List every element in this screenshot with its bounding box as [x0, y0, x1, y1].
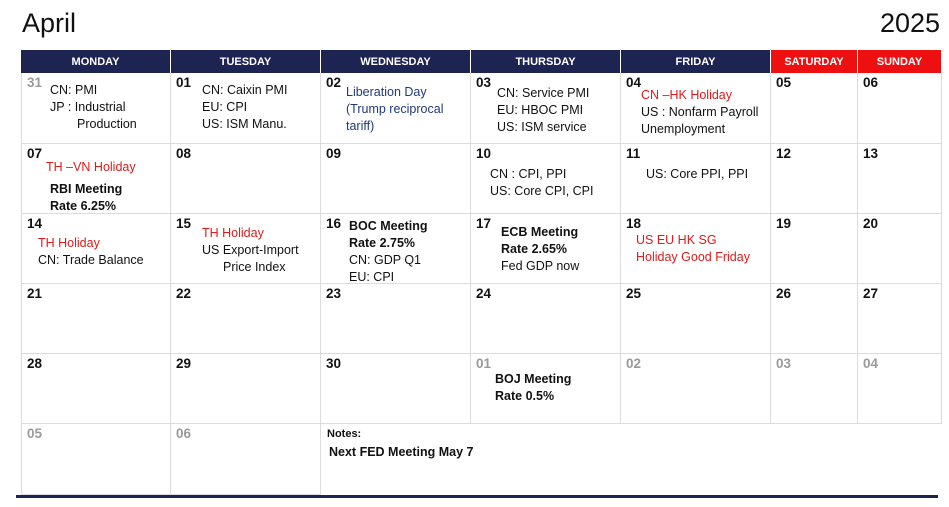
event-text: BOJ Meeting — [495, 372, 572, 386]
day-cell[interactable] — [471, 354, 621, 424]
day-number: 01 — [476, 356, 492, 371]
event-text: US: Core PPI, PPI — [646, 167, 749, 181]
day-cell[interactable] — [858, 214, 942, 284]
day-number: 01 — [176, 75, 192, 90]
day-cell[interactable] — [471, 214, 621, 284]
day-cell[interactable] — [171, 144, 321, 214]
day-cell[interactable] — [858, 144, 942, 214]
day-cell[interactable] — [171, 424, 321, 495]
day-number: 04 — [626, 75, 642, 90]
day-number: 11 — [626, 146, 641, 161]
event-text: ECB Meeting — [501, 225, 579, 239]
day-cell[interactable] — [171, 73, 321, 144]
day-cell[interactable] — [171, 214, 321, 284]
event-text: EU: CPI — [202, 100, 248, 114]
day-cell[interactable] — [771, 354, 858, 424]
day-cell[interactable] — [771, 284, 858, 354]
day-number: 10 — [476, 146, 492, 161]
day-cell[interactable] — [858, 73, 942, 144]
day-cell[interactable] — [321, 144, 471, 214]
day-cell[interactable] — [471, 144, 621, 214]
event-text: US : Nonfarm Payroll — [641, 105, 759, 119]
day-cell[interactable] — [621, 144, 771, 214]
month-title: April — [22, 8, 77, 38]
event-text: CN: GDP Q1 — [349, 253, 422, 267]
event-text: RBI Meeting — [50, 182, 123, 196]
event-text: CN –HK Holiday — [641, 88, 733, 102]
event-text: US: ISM Manu. — [202, 117, 287, 131]
event-text: TH Holiday — [202, 226, 264, 240]
notes-text: Next FED Meeting May 7 — [329, 445, 474, 459]
event-text: Rate 2.75% — [349, 236, 416, 250]
day-number: 04 — [863, 356, 879, 371]
day-number: 02 — [626, 356, 642, 371]
day-cell[interactable] — [171, 284, 321, 354]
header-wednesday: WEDNESDAY — [321, 50, 471, 73]
day-cell[interactable] — [771, 214, 858, 284]
event-text: JP : Industrial — [50, 100, 126, 114]
day-cell[interactable] — [21, 144, 171, 214]
day-cell[interactable] — [621, 214, 771, 284]
day-number: 27 — [863, 286, 879, 301]
event-text: Unemployment — [641, 122, 726, 136]
day-number: 06 — [176, 426, 192, 441]
calendar-grid — [21, 50, 942, 495]
event-text: US Export-Import — [202, 243, 299, 257]
day-cell[interactable] — [771, 144, 858, 214]
header-tuesday: TUESDAY — [171, 50, 321, 73]
event-text: EU: HBOC PMI — [497, 103, 584, 117]
event-text: US: ISM service — [497, 120, 587, 134]
day-number: 20 — [863, 216, 879, 231]
day-cell[interactable] — [471, 284, 621, 354]
day-number: 07 — [27, 146, 43, 161]
day-number: 12 — [776, 146, 792, 161]
event-text: BOC Meeting — [349, 219, 428, 233]
day-cell[interactable] — [858, 284, 942, 354]
event-text: Fed GDP now — [501, 259, 580, 273]
day-number: 09 — [326, 146, 342, 161]
day-cell[interactable] — [171, 354, 321, 424]
day-cell[interactable] — [21, 73, 171, 144]
day-number: 25 — [626, 286, 642, 301]
notes-title: Notes: — [327, 428, 362, 440]
day-cell[interactable] — [321, 73, 471, 144]
notes-area — [321, 424, 942, 495]
day-cell[interactable] — [621, 354, 771, 424]
event-text: TH Holiday — [38, 236, 100, 250]
day-number: 03 — [776, 356, 792, 371]
day-cell[interactable] — [321, 284, 471, 354]
event-text: Holiday Good Friday — [636, 250, 750, 264]
event-text: Rate 6.25% — [50, 199, 117, 213]
year-title: 2025 — [880, 8, 941, 38]
day-number: 13 — [863, 146, 879, 161]
day-cell[interactable] — [21, 284, 171, 354]
event-text: EU: CPI — [349, 270, 395, 284]
event-text: Production — [77, 117, 137, 131]
event-text: TH –VN Holiday — [46, 160, 136, 174]
day-number: 31 — [27, 75, 43, 90]
day-number: 08 — [176, 146, 192, 161]
day-number: 15 — [176, 216, 192, 231]
day-cell[interactable] — [621, 73, 771, 144]
day-number: 17 — [476, 216, 492, 231]
day-number: 14 — [27, 216, 43, 231]
event-text: Rate 0.5% — [495, 389, 555, 403]
event-text: US: Core CPI, CPI — [490, 184, 594, 198]
header-saturday: SATURDAY — [771, 50, 858, 73]
day-cell[interactable] — [21, 214, 171, 284]
event-text: Liberation Day — [346, 85, 427, 99]
day-number: 16 — [326, 216, 342, 231]
day-number: 21 — [27, 286, 43, 301]
day-number: 23 — [326, 286, 342, 301]
day-cell[interactable] — [321, 214, 471, 284]
day-number: 22 — [176, 286, 192, 301]
event-text: tariff) — [346, 119, 375, 133]
event-text: Price Index — [223, 260, 286, 274]
day-number: 02 — [326, 75, 342, 90]
day-cell[interactable] — [621, 284, 771, 354]
event-text: (Trump reciprocal — [346, 102, 444, 116]
day-number: 03 — [476, 75, 492, 90]
header-thursday: THURSDAY — [471, 50, 621, 73]
day-number: 24 — [476, 286, 492, 301]
event-text: Rate 2.65% — [501, 242, 568, 256]
day-number: 29 — [176, 356, 192, 371]
day-number: 19 — [776, 216, 792, 231]
day-cell[interactable] — [858, 354, 942, 424]
header-monday: MONDAY — [21, 50, 171, 73]
day-number: 05 — [776, 75, 792, 90]
event-text: US EU HK SG — [636, 233, 717, 247]
bottom-divider — [16, 495, 938, 498]
day-cell[interactable] — [471, 73, 621, 144]
event-text: CN : CPI, PPI — [490, 167, 567, 181]
day-number: 26 — [776, 286, 792, 301]
event-text: CN: Service PMI — [497, 86, 590, 100]
day-number: 18 — [626, 216, 642, 231]
event-text: CN: Trade Balance — [38, 253, 144, 267]
header-sunday: SUNDAY — [858, 50, 942, 73]
event-text: CN: Caixin PMI — [202, 83, 288, 97]
day-cell[interactable] — [21, 354, 171, 424]
day-number: 06 — [863, 75, 879, 90]
header-friday: FRIDAY — [621, 50, 771, 73]
day-number: 28 — [27, 356, 43, 371]
day-cell[interactable] — [321, 354, 471, 424]
day-number: 30 — [326, 356, 342, 371]
day-number: 05 — [27, 426, 43, 441]
day-cell[interactable] — [21, 424, 171, 495]
day-cell[interactable] — [771, 73, 858, 144]
event-text: CN: PMI — [50, 83, 98, 97]
